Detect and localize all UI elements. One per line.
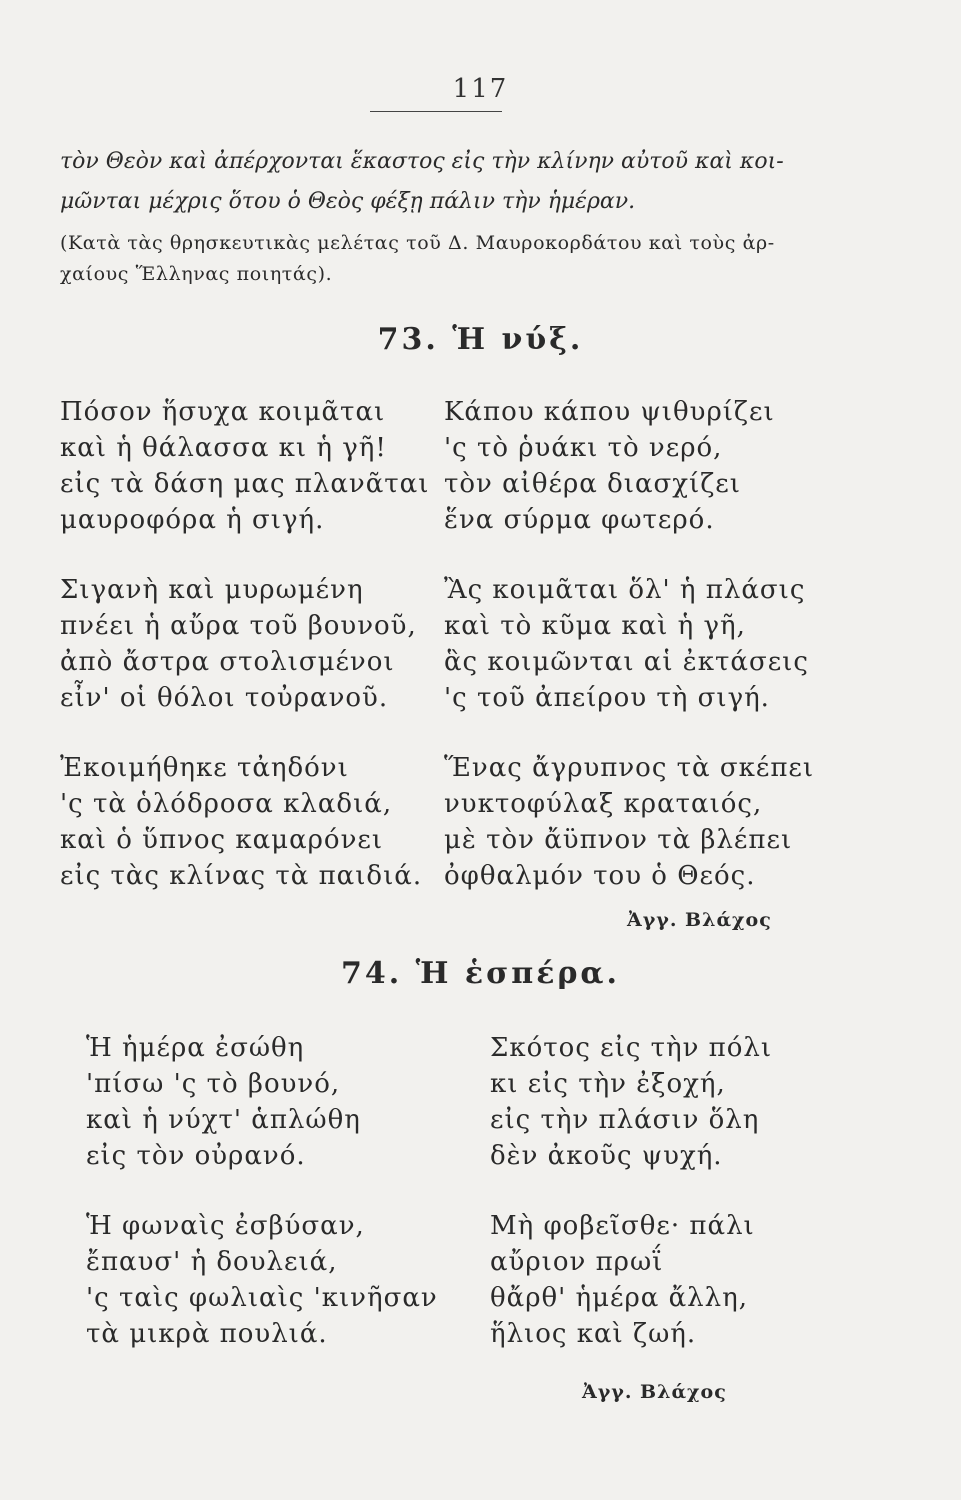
poem-74-right-column (490, 1030, 772, 1386)
poem-73-title: 73. Ἡ νύξ. (377, 322, 584, 357)
verse-line: ἕνα σύρμα φωτερό. (444, 505, 715, 535)
page-number: 117 (452, 74, 509, 104)
stanza (444, 750, 814, 894)
verse-line: νυκτοφύλαξ κραταιός, (444, 789, 763, 819)
verse-line: πνέει ἡ αὔρα τοῦ βουνοῦ, (60, 611, 417, 641)
verse-line: ἀπὸ ἄστρα στολισμένοι (60, 647, 395, 677)
verse-line: Πόσον ἥσυχα κοιμᾶται (60, 397, 386, 427)
verse-line: εἰς τὰς κλίνας τὰ παιδιά. (60, 861, 423, 891)
verse-line: τὰ μικρὰ πουλιά. (86, 1319, 328, 1349)
stanza (60, 750, 429, 894)
stanza (86, 1208, 438, 1352)
verse-line: 'ς ταὶς φωλιαὶς 'κινῆσαν (86, 1283, 438, 1313)
poem-73-author: Ἀγγ. Βλάχος (627, 909, 772, 931)
stanza (444, 394, 814, 538)
verse-line: μὲ τὸν ἄϋπνον τὰ βλέπει (444, 825, 793, 855)
verse-line: κι εἰς τὴν ἐξοχή, (490, 1069, 726, 1099)
verse-line: 'ς τὰ ὁλόδροσα κλαδιά, (60, 789, 393, 819)
verse-line: εἰς τὸν οὐρανό. (86, 1141, 306, 1171)
verse-line: 'ς τὸ ῥυάκι τὸ νερό, (444, 433, 723, 463)
verse-line: 'πίσω 'ς τὸ βουνό, (86, 1069, 341, 1099)
verse-line: 'ς τοῦ ἀπείρου τὴ σιγή. (444, 683, 770, 713)
verse-line: Σιγανὴ καὶ μυρωμένη (60, 575, 364, 605)
verse-line: δὲν ἀκοῦς ψυχή. (490, 1141, 723, 1171)
stanza (60, 394, 429, 538)
intro-line: τὸν Θεὸν καὶ ἀπέρχονται ἕκαστος εἰς τὴν κλίνην αὐτοῦ καὶ κοι- (60, 149, 784, 174)
stanza (60, 572, 429, 716)
verse-line: Κάπου κάπου ψιθυρίζει (444, 397, 775, 427)
stanza (444, 572, 814, 716)
verse-line: ἔπαυσ' ἡ δουλειά, (86, 1247, 338, 1277)
verse-line: Ἡ ἡμέρα ἐσώθη (86, 1033, 305, 1063)
poem-73-left-column (60, 394, 429, 928)
verse-line: καὶ τὸ κῦμα καὶ ἡ γῆ, (444, 611, 746, 641)
intro-line: μῶνται μέχρις ὅτου ὁ Θεὸς φέξῃ πάλιν τὴν ἡμέραν. (60, 189, 636, 214)
verse-line: καὶ ἡ θάλασσα κι ἡ γῆ! (60, 433, 387, 463)
verse-line: εἰς τὴν πλάσιν ὅλη (490, 1105, 760, 1135)
intro-note (60, 228, 830, 290)
poem-74-left-column (86, 1030, 438, 1386)
poem-74-author: Ἀγγ. Βλάχος (582, 1381, 727, 1403)
verse-line: εἶν' οἱ θόλοι τοὐρανοῦ. (60, 683, 389, 713)
verse-line: καὶ ὁ ὕπνος καμαρόνει (60, 825, 384, 855)
verse-line: Σκότος εἰς τὴν πόλι (490, 1033, 773, 1063)
verse-line: ἥλιος καὶ ζωή. (490, 1319, 697, 1349)
verse-line: θἄρθ' ἡμέρα ἄλλη, (490, 1283, 748, 1313)
verse-line: Ἐκοιμήθηκε τἀηδόνι (60, 753, 349, 783)
stanza (86, 1030, 438, 1174)
stanza (490, 1030, 772, 1174)
verse-line: μαυροφόρα ἡ σιγή. (60, 505, 325, 535)
poem-74-title: 74. Ἡ ἑσπέρα. (341, 956, 620, 991)
note-line: (Κατὰ τὰς θρησκευτικὰς μελέτας τοῦ Δ. Μαυροκορδάτου καὶ τοὺς ἀρ- (60, 232, 775, 254)
verse-line: εἰς τὰ δάση μας πλανᾶται (60, 469, 430, 499)
stanza (490, 1208, 772, 1352)
verse-line: καὶ ἡ νύχτ' ἁπλώθη (86, 1105, 361, 1135)
verse-line: Ἡ φωναὶς ἐσβύσαν, (86, 1211, 365, 1241)
verse-line: αὔριον πρωΐ (490, 1247, 664, 1277)
verse-line: ἃς κοιμῶνται αἱ ἐκτάσεις (444, 647, 809, 677)
verse-line: ὀφθαλμόν του ὁ Θεός. (444, 861, 756, 891)
verse-line: Μὴ φοβεῖσθε· πάλι (490, 1211, 755, 1241)
verse-line: Ἂς κοιμᾶται ὅλ' ἡ πλάσις (444, 575, 806, 605)
page-number-rule (370, 111, 502, 112)
intro-text (60, 142, 830, 222)
poem-73-right-column (444, 394, 814, 928)
verse-line: τὸν αἰθέρα διασχίζει (444, 469, 741, 499)
verse-line: Ἕνας ἄγρυπνος τὰ σκέπει (444, 753, 815, 783)
note-line: χαίους Ἕλληνας ποιητάς). (60, 263, 333, 285)
